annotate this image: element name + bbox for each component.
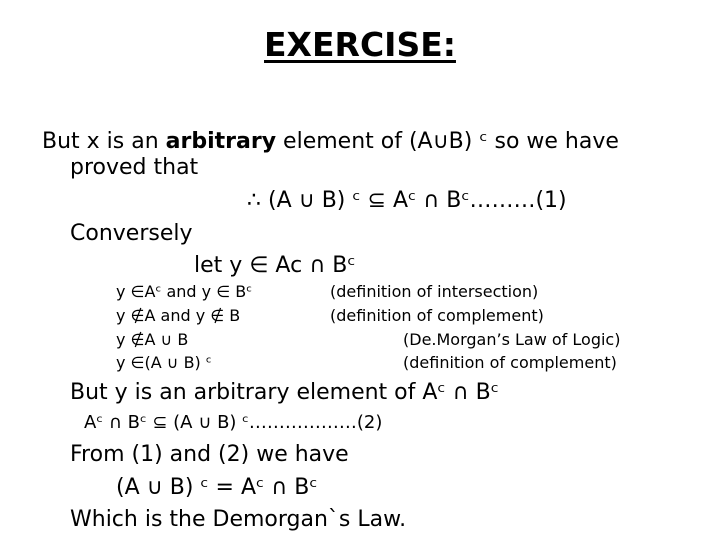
result-2: Aᶜ ∩ Bᶜ ⊆ (A ∪ B) ᶜ………………(2) <box>84 412 383 433</box>
intro-line <box>42 131 619 153</box>
step-reason: (definition of intersection) <box>330 282 539 301</box>
arbitrary-line: But y is an arbitrary element of Aᶜ ∩ Bᶜ <box>70 380 499 405</box>
conclusion: (A ∪ B) ᶜ = Aᶜ ∩ Bᶜ <box>116 475 318 500</box>
step-expr: y ∉A and y ∉ B <box>116 306 241 325</box>
law-line: Which is the Demorgan`s Law. <box>70 507 407 532</box>
intro-suffix: element of (A∪B) ᶜ so we have <box>276 129 619 154</box>
from-line: From (1) and (2) we have <box>70 442 349 467</box>
intro-bold-word: arbitrary <box>165 129 277 154</box>
intro-continuation: proved that <box>70 155 199 180</box>
step-reason: (De.Morgan’s Law of Logic) <box>403 330 621 349</box>
step-expr: y ∈(A ∪ B) ᶜ <box>116 353 212 372</box>
page-title: EXERCISE: <box>264 25 456 64</box>
conversely-label: Conversely <box>70 221 193 246</box>
let-line: let y ∈ Ac ∩ Bᶜ <box>194 253 356 278</box>
step-reason: (definition of complement) <box>403 353 617 372</box>
result-1: ∴ (A ∪ B) ᶜ ⊆ Aᶜ ∩ Bᶜ………(1) <box>247 188 567 213</box>
intro-prefix: But x is an <box>42 129 166 154</box>
step-expr: y ∈Aᶜ and y ∈ Bᶜ <box>116 282 253 301</box>
step-expr: y ∉A ∪ B <box>116 330 189 349</box>
step-reason: (definition of complement) <box>330 306 544 325</box>
